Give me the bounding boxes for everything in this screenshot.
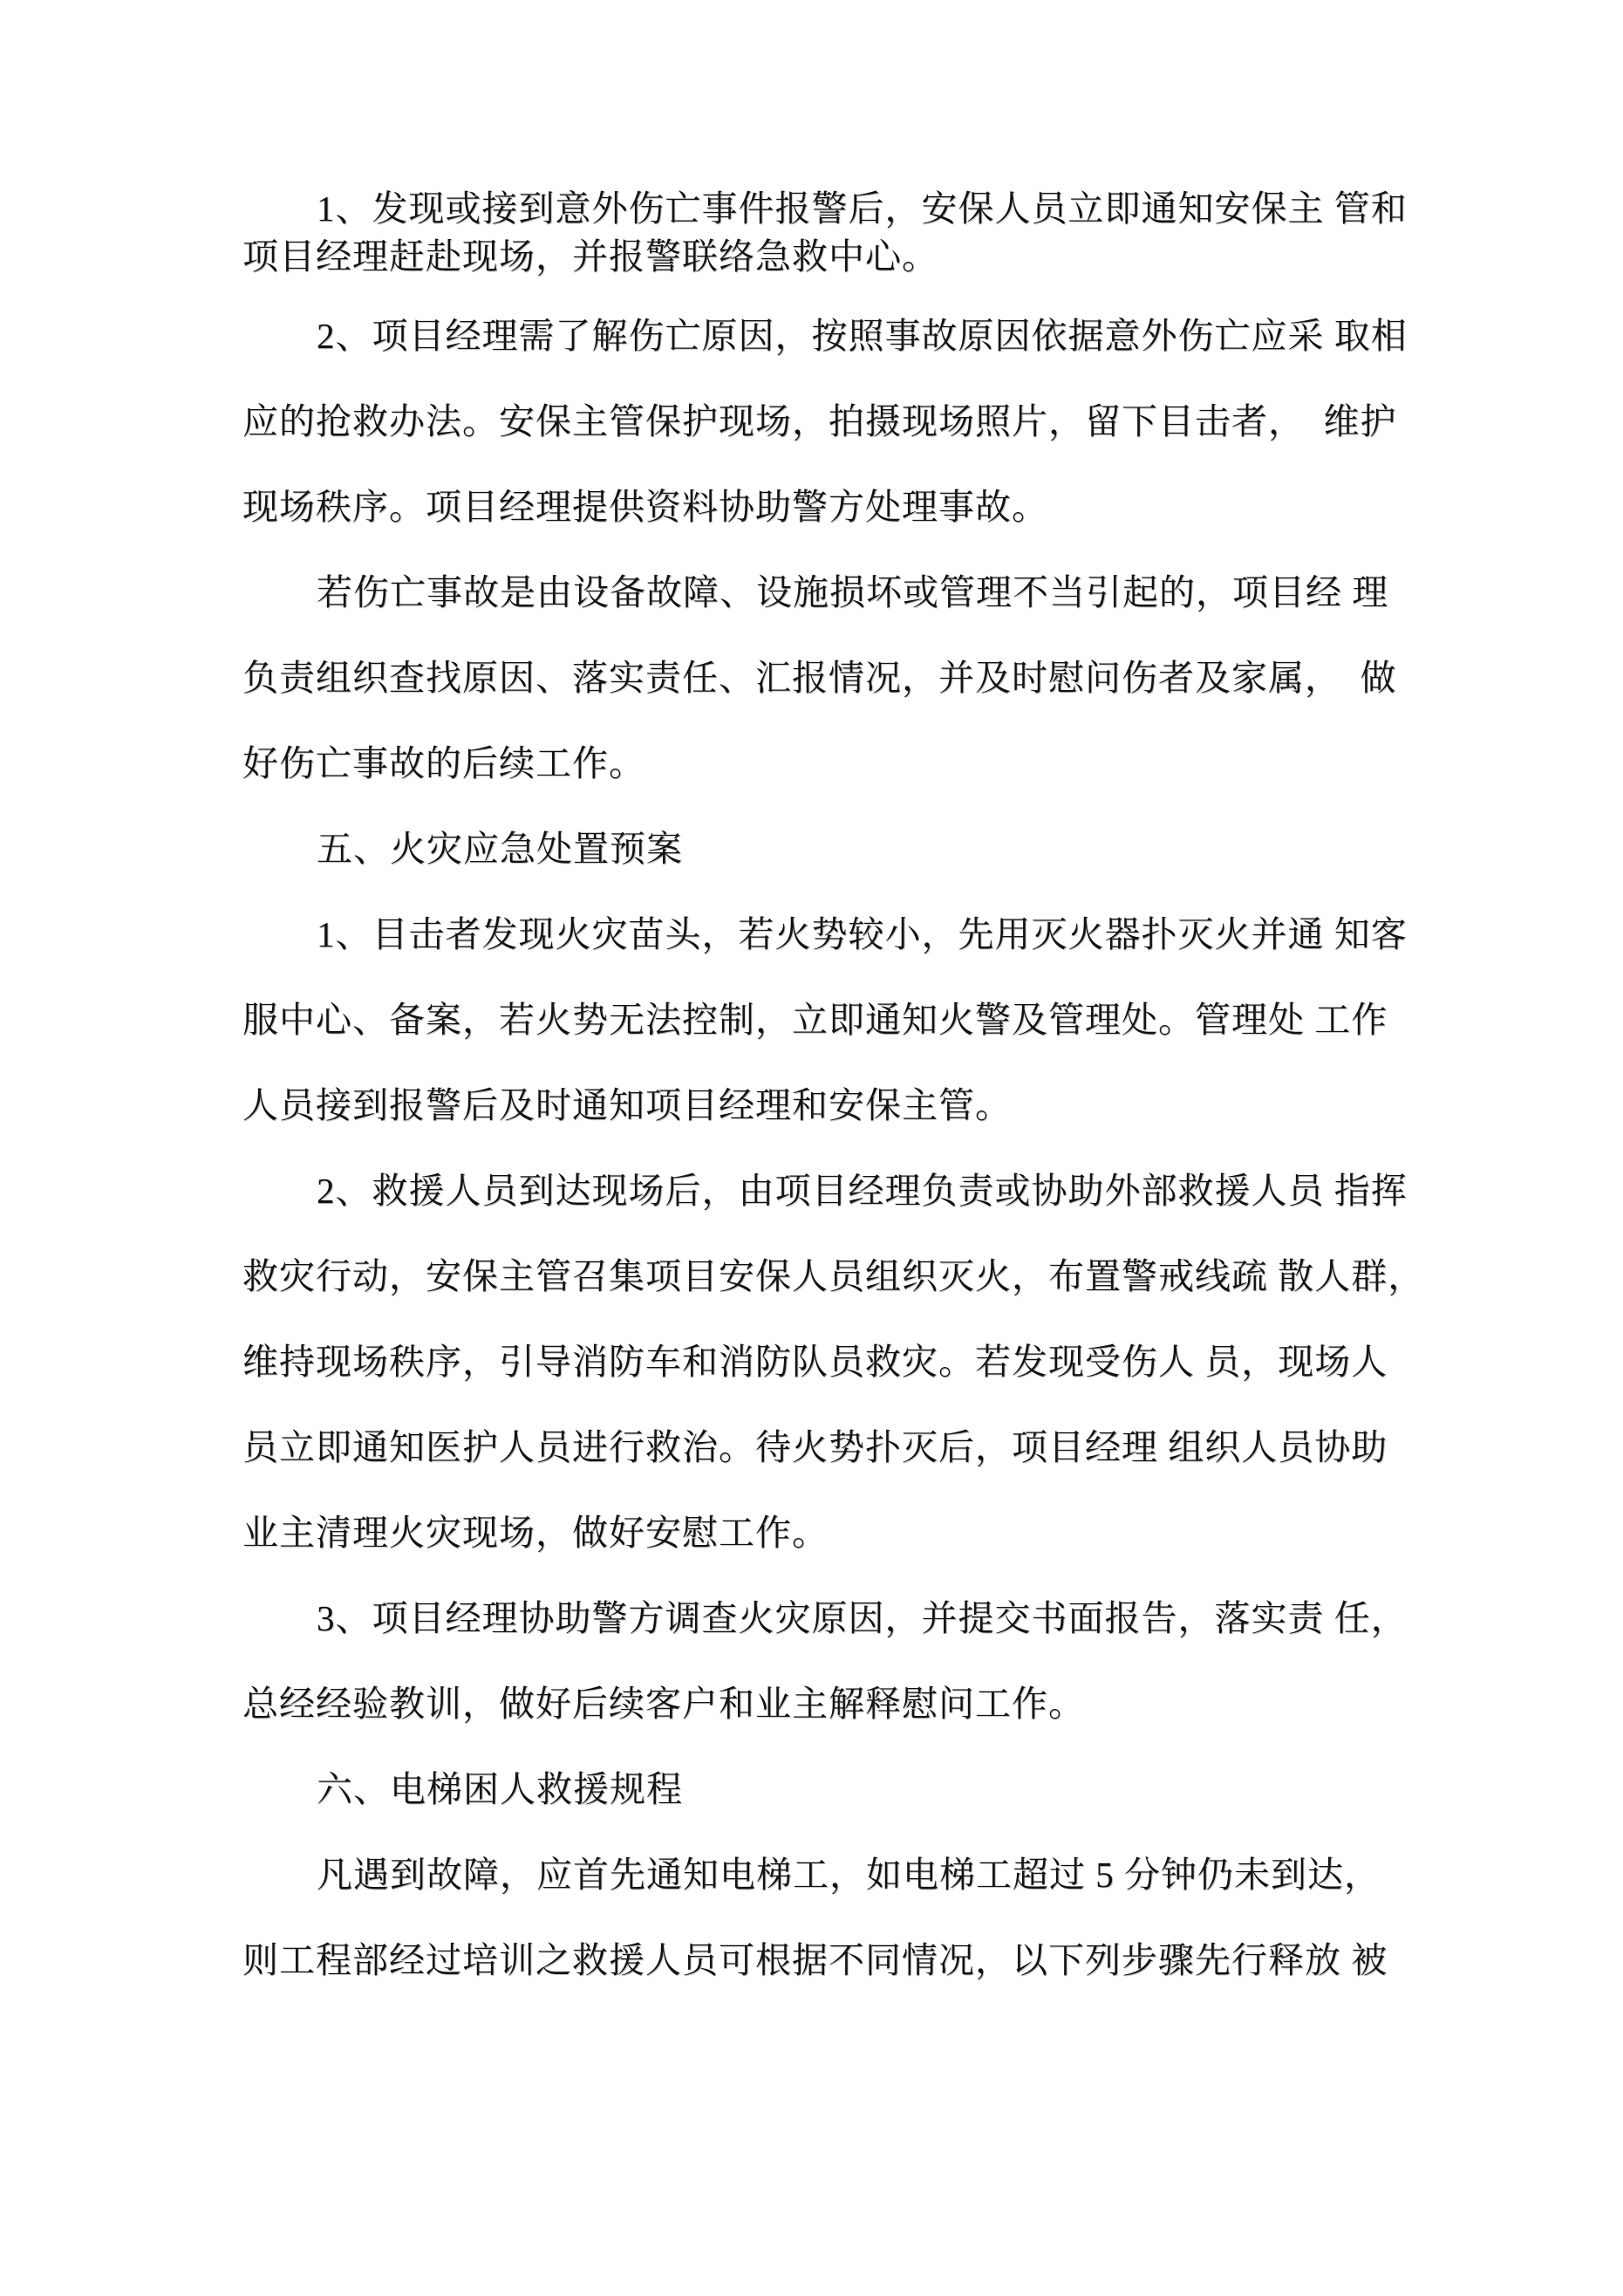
- text-line: 1、目击者发现火灾苗头，若火势较小，先用灭火器扑灭火并通 知客: [317, 914, 1408, 954]
- text-line: 1、发现或接到意外伤亡事件报警后，安保人员立即通知安保主 管和: [317, 188, 1408, 229]
- text-line: 员立即通知医护人员进行救治。待火势扑灭后，项目经理 组织人员协助: [242, 1427, 1388, 1467]
- text-line: 维持现场秩序，引导消防车和消防队员救灾。若发现受伤人 员，现场人: [242, 1342, 1388, 1382]
- text-line: 应的抢救办法。安保主管保护现场，拍摄现场照片，留下目击者， 维护: [242, 401, 1397, 441]
- document-page: [242, 185, 1425, 2003]
- document-body: [242, 293, 1425, 2003]
- text-line: 2、项目经理需了解伤亡原因，按照事故原因依据意外伤亡应采 取相: [317, 316, 1408, 356]
- text-line: 则工程部经过培训之救援人员可根据不同情况，以下列步骤先行释放 被: [242, 1940, 1388, 1980]
- text-line: 项目经理赶赴现场，并报警联络急救中心。: [242, 236, 938, 277]
- text-line: 好伤亡事故的后续工作。: [242, 743, 645, 783]
- section-heading-fire-plan: 五、火灾应急处置预案: [317, 829, 683, 869]
- text-line: 业主清理火灾现场，做好安慰工作。: [242, 1513, 829, 1553]
- text-line: 3、项目经理协助警方调查火灾原因，并提交书面报告，落实责 任，: [317, 1598, 1408, 1638]
- text-line: 2、救援人员到达现场后，由项目经理负责或协助外部救援人员 指挥: [317, 1171, 1408, 1211]
- paragraph-accident-report: [242, 185, 1408, 281]
- text-line: 现场秩序。项目经理提供资料协助警方处理事故。: [242, 487, 1048, 527]
- section-heading-elevator-rescue: 六、电梯困人救援规程: [317, 1769, 683, 1809]
- text-line: 服中心、备案，若火势无法控制，立即通知火警及管理处。管理处 工作: [242, 1000, 1388, 1040]
- text-line: 总经经验教训，做好后续客户和业主解释慰问工作。: [242, 1684, 1085, 1724]
- text-line: 救灾行动，安保主管召集项目安保人员组织灭火，布置警戒线疏 散人群，: [242, 1256, 1425, 1296]
- text-line: 凡遇到故障，应首先通知电梯工，如电梯工超过 5 分钟仍未到达，: [317, 1855, 1381, 1895]
- text-line: 负责组织查找原因、落实责任、汇报情况，并及时慰问伤者及家属， 做: [242, 658, 1397, 698]
- text-line: 人员接到报警后及时通知项目经理和安保主管。: [242, 1085, 1012, 1125]
- text-line: 若伤亡事故是由设备故障、设施损坏或管理不当引起的，项目经 理: [317, 572, 1389, 612]
